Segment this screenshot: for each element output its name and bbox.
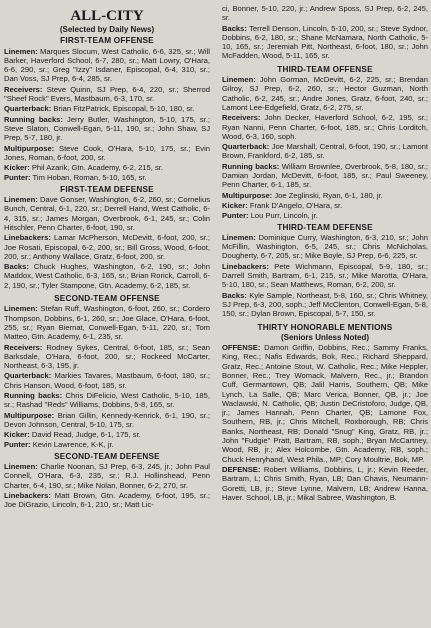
list-item bbox=[4, 304, 210, 341]
first-defense-list bbox=[4, 195, 210, 290]
position-label: Multipurpose: bbox=[4, 143, 55, 153]
player-list-text: Lou Purr, Lincoln, jr. bbox=[248, 211, 318, 221]
player-list-text: Joe Marshall, Central, 6-foot, 190, sr.; Lamont Brown, Frankford, 6-2, 185, sr. bbox=[222, 142, 428, 161]
player-list-text: Brian FitzPatrick, Episcopal, 5-10, 180, sr. bbox=[51, 104, 195, 114]
honorable-heading: THIRTY HONORABLE MENTIONS bbox=[257, 322, 393, 332]
right-column bbox=[222, 4, 428, 503]
player-list-text: Kyle Sample, Northeast, 5-8, 160, sr.; Chris Whitney, SJ Prep, 6-3, 200, soph.; Jeff McClenton, Conwell-Egan, 5-8, 150, sr.; Dylan Brown, Episcopal, 5-7, 150, sr. bbox=[222, 290, 428, 319]
first-defense-heading: FIRST-TEAM DEFENSE bbox=[60, 184, 154, 194]
position-label: OFFENSE: bbox=[222, 343, 261, 353]
list-item bbox=[4, 144, 210, 163]
list-item bbox=[4, 262, 210, 290]
position-label: Linemen: bbox=[4, 462, 38, 472]
player-list-text: Kevin Lawrence, K-K, jr. bbox=[30, 440, 114, 450]
player-list-text: Rodney Sykes, Central, 6-foot, 185, sr.; Sean Barksdale, O'Hara, 6-foot, 200, sr.; Rockeed McCarter, Northeast, 6-3, 195, jr. bbox=[4, 342, 210, 371]
player-list-text: Dominique Curry, Washington, 6-3, 210, sr.; John McFillin, Washington, 6-5, 245, sr.; Chris McNicholas, Dougherty, 6-7, 205, sr.; Mike Boyle, SJ Prep, 6-6, 225, sr. bbox=[222, 232, 428, 261]
list-item bbox=[4, 173, 210, 182]
position-label: Linemen: bbox=[4, 195, 38, 205]
position-label: Kicker: bbox=[4, 430, 30, 440]
list-item bbox=[222, 262, 428, 290]
list-item bbox=[4, 163, 210, 172]
list-item bbox=[222, 211, 428, 220]
list-item bbox=[4, 440, 210, 449]
first-offense-list bbox=[4, 47, 210, 183]
player-list-text: Frank D'Angelo, O'Hara, sr. bbox=[247, 200, 343, 210]
position-label: Receivers: bbox=[4, 342, 43, 352]
position-label: Running backs: bbox=[222, 161, 280, 171]
position-label: Receivers: bbox=[222, 113, 261, 123]
list-item bbox=[222, 142, 428, 161]
position-label: Punter: bbox=[4, 440, 31, 450]
position-label: Backs: bbox=[222, 23, 247, 33]
list-item bbox=[4, 47, 210, 84]
player-list-text: John Decker, Haverford School, 6-2, 195, sr.; Ryan Nanni, Penn Charter, 6-foot, 185, sr.; Chris Lorditch, Wood, 6-3, 160, soph. bbox=[222, 113, 428, 141]
player-list-text: David Read, Judge, 6-1, 175, sr. bbox=[29, 430, 141, 440]
position-label: Running backs: bbox=[4, 390, 63, 400]
position-label: Linemen: bbox=[4, 304, 38, 314]
position-label: Linebackers: bbox=[4, 233, 51, 243]
player-list-text: Robert Williams, Dobbins, L, jr.; Kevin Reeder, Bartram, L; Chris Smith, Ryan, LB; Dan Chavis, Neumann-Goretti, LB, jr.; Steve Lynne, Malvern, LB; Andrew Hanna, Haver. School, LB, jr.; Mikal Sabree, Washington, B. bbox=[222, 464, 428, 502]
player-list-text: Jerry Butler, Washington, 5-10, 175, sr.; Steve Slaton, Conwell-Egan, 5-11, 190, sr.; John Shaw, SJ Prep, 5-7, 180, jr. bbox=[4, 114, 210, 143]
list-item bbox=[4, 195, 210, 232]
third-defense-list bbox=[222, 233, 428, 319]
list-item bbox=[222, 24, 428, 61]
player-list-text: Pete Wichmann, Episcopal, 5-9, 180, sr.; Darrell Smith, Bartram, 6-1, 215, sr.; Mike Marotta, O'Hara, 5-10, 180, sr.; Sean Matthews, Roman, 6-2, 200, sr. bbox=[222, 261, 428, 290]
position-label: Linemen: bbox=[4, 46, 38, 56]
list-item bbox=[4, 371, 210, 390]
third-offense-heading: THIRD-TEAM OFFENSE bbox=[277, 64, 373, 74]
list-item bbox=[4, 85, 210, 104]
player-list-text: Markies Tavares, Mastbaum, 6-foot, 180, sr.; Chris Hanson, Wood, 6-foot, 185, sr. bbox=[4, 371, 210, 390]
position-label: Backs: bbox=[4, 262, 29, 272]
player-list-text: Phil Azarik, Gtn. Academy, 6-2, 215, sr. bbox=[29, 163, 163, 173]
player-list-text: William Brownlee, Overbrook, 5-8, 180, sr.; Damian Jordan, McDevitt, 6-foot, 185, sr.; Paul Sweeney, Penn Charter, 6-1, 185, sr. bbox=[222, 161, 428, 190]
list-item bbox=[222, 343, 428, 464]
list-item bbox=[222, 162, 428, 190]
position-label: Linebackers: bbox=[4, 490, 51, 500]
player-list-text: Steve Quinn, SJ Prep, 6-4, 220, sr.; Sherrod "Sheef Rock" Evers, Mastbaum, 6-3, 170, sr. bbox=[4, 84, 210, 104]
honorable-list bbox=[222, 343, 428, 502]
player-list-text: Matt Brown, Gtn. Academy, 6-foot, 195, sr.; Joe DiGrazio, Lincoln, 6-1, 210, sr.; Matt Lic- bbox=[4, 490, 210, 510]
page-subtitle: (Selected by Daily News) bbox=[59, 25, 155, 34]
player-list-text: Stefan Ruff, Washington, 6-foot, 260, sr.; Cordero Thompson, Dobbins, 6-1, 260, sr.; Joe Glace, O'Hara, 6-foot, 255, sr.; Ryan Biernat, Conwell-Egan, 5-11, 220, sr.; Tom Matteo, Gtn. Academy, 6-1, 235, sr. bbox=[4, 304, 210, 342]
list-item bbox=[4, 491, 210, 510]
honorable-subheading: (Seniors Unless Noted) bbox=[280, 332, 369, 342]
left-column bbox=[4, 4, 210, 511]
player-list-text: Terrell Denson, Lincoln, 5-10, 200, sr.; Steve Sydnor, Dobbins, 6-2, 180, sr.; Shane McNamara, North Catholic, 5-10, 165, sr.; Jeremiah Pitt, Northeast, 6-foot, 180, sr.; John McFadden, Wood, 5-11, 165, sr. bbox=[222, 23, 428, 61]
first-offense-heading: FIRST-TEAM OFFENSE bbox=[60, 36, 154, 46]
position-label: Linebackers: bbox=[222, 261, 269, 271]
list-item bbox=[4, 343, 210, 371]
list-item bbox=[4, 233, 210, 261]
position-label: DEFENSE: bbox=[222, 464, 261, 474]
position-label: Quarterback: bbox=[4, 371, 52, 381]
list-item bbox=[222, 113, 428, 141]
third-defense-heading: THIRD-TEAM DEFENSE bbox=[277, 222, 373, 232]
position-label: Receivers: bbox=[4, 84, 43, 94]
player-list-text: Marques Slocum, West Catholic, 6-6, 325, sr.; Will Barker, Haverford School, 6-7, 280, sr.; Matt Lowry, O'Hara, 6-6, 290, sr.; Greg "Izzy" Isdaner, Episcopal, 6-4, 310, sr.; Dan Voss, SJ Prep, 6-4, 285, sr. bbox=[4, 46, 210, 84]
list-item bbox=[4, 430, 210, 439]
player-list-text: Damon Griffin, Dobbins, Rec.; Sammy Franks, King, Rec.; Nafis Edwards, Bok, Rec.; Richard Sheppard, Gratz, Rec.; Antoine Stout, W. Catholic, Rec.; Mike Heppler, Bonner, Rec.; Trey Womack, Malvern, Rec., jr.; Brandon Cuff, Germantown, QB; Jalil Harris, Southern, QB; Mike Lynch, La Salle, QB; Marc Verica, Bonner, QB, jr.; Joe Waclawski, N. Catholic, QB; Justin DeCristoforo, Judge, QB, jr.; James Hannah, Penn Charter, QB; Lamone Fox, Southern, RB, jr.; Chris Mitchell, Roxborough, RB; Chris Banks, Northeast, RB; Donald "Snug" King, Gratz, RB, jr.; John "Fudgie" Pratt, Bartram, RB, soph.; Bryan McCartney, Wood, RB, jr.; Alex Holcombe, Gtn. Academy, RB, soph.; Chuck Henryhand, West Phila., MP; Cory Moultrie, Bok, MP. bbox=[222, 343, 428, 464]
player-list-text: Dave Gonser, Washington, 6-2, 260, sr.; Cornelius Bunch, Central, 6-1, 220, sr.; Derrell Hand, West Catholic, 6-4, 315, sr.; James Morgan, Overbrook, 6-1, 245, sr.; Colin Hitschler, Penn Charter, 6-foot, 190, sr. bbox=[4, 195, 210, 232]
position-label: Linemen: bbox=[222, 232, 256, 242]
position-label: Kicker: bbox=[222, 200, 248, 210]
continued-text: ci, Bonner, 5-10, 220, jr.; Andrew Sposs, SJ Prep, 6-2, 245, sr. bbox=[222, 4, 428, 23]
player-list-text: Tim Hoban, Roman, 5-10, 165, sr. bbox=[30, 173, 147, 183]
list-item bbox=[222, 201, 428, 210]
player-list-text: Steve Cook, O'Hara, 5-10, 175, sr.; Evin Jones, Roman, 6-foot, 200, sr. bbox=[4, 143, 210, 162]
position-label: Punter: bbox=[4, 173, 31, 183]
player-list-text: Chris DiFelicio, West Catholic, 5-10, 185, sr.; Rashad "Reds" Williams, Dobbins, 5-8, 165, sr. bbox=[4, 390, 210, 410]
list-item bbox=[222, 291, 428, 319]
position-label: Running backs: bbox=[4, 114, 63, 124]
position-label: Quarterback: bbox=[222, 142, 270, 152]
player-list-text: Brian Gillin, Kennedy-Kenrick, 6-1, 190, sr.; Devon Johnson, Central, 5-10, 175, sr. bbox=[4, 410, 210, 429]
player-list-text: Chuck Hughes, Washington, 6-2, 190, sr.; John Maddox, West Catholic, 6-3, 165, sr.; Brian Rorick, Carroll, 6-2, 190, sr.; Tyler Stampone, Gtn. Academy, 6-2, 185, sr. bbox=[4, 262, 210, 290]
list-item bbox=[4, 104, 210, 113]
third-offense-list bbox=[222, 75, 428, 220]
second-defense-list bbox=[4, 462, 210, 509]
position-label: Linemen: bbox=[222, 75, 256, 85]
player-list-text: Joe Zeglinski, Ryan, 6-1, 180, jr. bbox=[272, 190, 383, 200]
list-item bbox=[222, 465, 428, 502]
list-item bbox=[4, 462, 210, 490]
player-list-text: Lamar McPherson, McDevitt, 6-foot, 200, sr.; Joe Rosati, Episcopal, 6-2, 200, sr.; Bill Gross, Wood, 6-foot, 200, sr.; Anthony Wallace, Gratz, 6-foot, 200, sr. bbox=[4, 233, 210, 261]
position-label: Multipurpose: bbox=[222, 190, 273, 200]
second-offense-heading: SECOND-TEAM OFFENSE bbox=[54, 294, 160, 304]
second-offense-list bbox=[4, 304, 210, 449]
list-item bbox=[4, 411, 210, 430]
position-label: Backs: bbox=[222, 290, 247, 300]
list-item bbox=[4, 115, 210, 143]
second-defense-heading: SECOND-TEAM DEFENSE bbox=[54, 451, 160, 461]
list-item bbox=[222, 233, 428, 261]
position-label: Kicker: bbox=[4, 163, 30, 173]
list-item bbox=[222, 191, 428, 200]
list-item bbox=[222, 75, 428, 112]
position-label: Multipurpose: bbox=[4, 410, 55, 420]
second-defense-cont-list bbox=[222, 24, 428, 61]
position-label: Punter: bbox=[222, 211, 249, 221]
position-label: Quarterback: bbox=[4, 104, 52, 114]
list-item bbox=[4, 391, 210, 410]
player-list-text: John Gorman, McDevitt, 6-2, 225, sr.; Brendan Gilroy, SJ Prep, 6-2, 260, sr.; Hector Guzman, North Catholic, 6-2, 245, sr.; Andre Jones, Gratz, 6-foot, 240, sr.; Lamont Lee-Edgefield, Gratz, 6-2, 275, sr. bbox=[222, 75, 428, 112]
page-title: ALL-CITY bbox=[70, 8, 144, 24]
player-list-text: Charlie Noonan, SJ Prep, 6-3, 245, jr.; John Paul Connell, O'Hara, 6-3, 235, sr.; R.J. Hollinshead, Penn Charter, 6-4, 190, sr.; Mike Nolan, Bonner, 6-2, 270, sr. bbox=[4, 462, 210, 490]
